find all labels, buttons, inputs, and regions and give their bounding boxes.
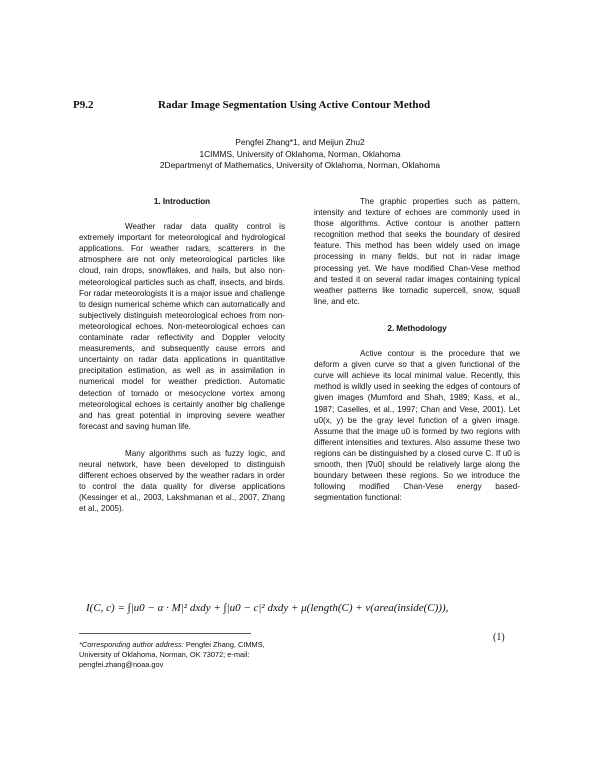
- introduction-paragraph-1: Weather radar data quality control is extremely important for meteorological and hydrological applications. For weather radars, scatterers in the atmosphere are not only meteorological particles like cloud, rain drops, snowflakes, and hails, but also non-meteorological particles such as chaff, insects, and birds. For radar meteorologists it is a major issue and challenge to design numerical scheme which can automatically and subjectively distinguish meteorological echoes from non-meteorological echoes. Non-meteorological echoes can contaminate radar reflectivity and Doppler velocity measurements, and subsequently cause errors and uncertainty on radar data applications in quantitative precipitation estimation, as well as in assimilation in numerical model for weather prediction. Automatic detection of tornado or mesocyclone vortex among meteorological echoes is certainly another big challenge and has great potential in improving severe weather forecast and saving human life.: [79, 222, 285, 431]
- left-column: [79, 196, 285, 514]
- authors: Pengfei Zhang*1, and Meijun Zhu2: [235, 137, 365, 147]
- right-column: [314, 196, 520, 503]
- introduction-heading: 1. Introduction: [153, 197, 211, 206]
- paper-id: P9.2: [73, 99, 94, 111]
- energy-functional-equation: I(C, c) = ∫|u0 − α · M|² dxdy + ∫|u0 − c|² dxdy + μ(length(C) + ν(area(inside(C))),: [86, 602, 449, 614]
- introduction-paragraph-3: The graphic properties such as pattern, intensity and texture of echoes are commonly used in those algorithms. Active contour is another pattern recognition method that seeks the boundary of desired feature. This method has been widely used on image processing in many fields, but not in radar image processing yet. We have modified Chan-Vese method and tested it on several radar images containing typical weather patterns like tornadic supercell, snow, squall line, and etc.: [314, 197, 520, 306]
- footnote: [79, 640, 299, 670]
- footnote-text: Pengfei Zhang, CIMMS, University of Oklahoma, Norman, OK 73072; e-mail: pengfei.zhang@noaa.gov: [79, 640, 265, 669]
- footnote-divider: [79, 633, 251, 634]
- footnote-label: *Corresponding author address:: [79, 640, 184, 649]
- author-block: [120, 137, 480, 172]
- equation-number: (1): [493, 632, 505, 643]
- introduction-paragraph-2: Many algorithms such as fuzzy logic, and neural network, have been developed to distinguish different echoes observed by the weather radars in order to control the data quality for diverse applications (Kessinger et al., 2003, Lakshmanan et al., 2007, Zhang et al., 2005).: [79, 448, 285, 514]
- methodology-paragraph-1: Active contour is the procedure that we deform a given curve so that a given functional of the curve will achieve its local minimal value. Recently, this method is wildly used in seeking the edges of contours of given images (Mumford and Shah, 1989; Kass, et al., 1987; Caselles, et al., 1997; Chan and Vese, 2001). Let u0(x, y) be the gray level function of a given image. Assume that the image u0 is formed by two regions with different intensities and textures. Also assume these two regions can be distinguished by a closed curve C. If u0 is smooth, then |∇u0| should be relatively large along the boundary between these regions. So we introduce the following modified Chan-Vese energy based-segmentation functional:: [314, 349, 520, 503]
- paper-title: Radar Image Segmentation Using Active Contour Method: [158, 99, 431, 111]
- affiliation-2: 2Departmenyt of Mathematics, University of Oklahoma, Norman, Oklahoma: [159, 160, 441, 170]
- affiliation-1: 1CIMMS, University of Oklahoma, Norman, Oklahoma: [199, 148, 401, 159]
- methodology-heading: 2. Methodology: [387, 323, 447, 333]
